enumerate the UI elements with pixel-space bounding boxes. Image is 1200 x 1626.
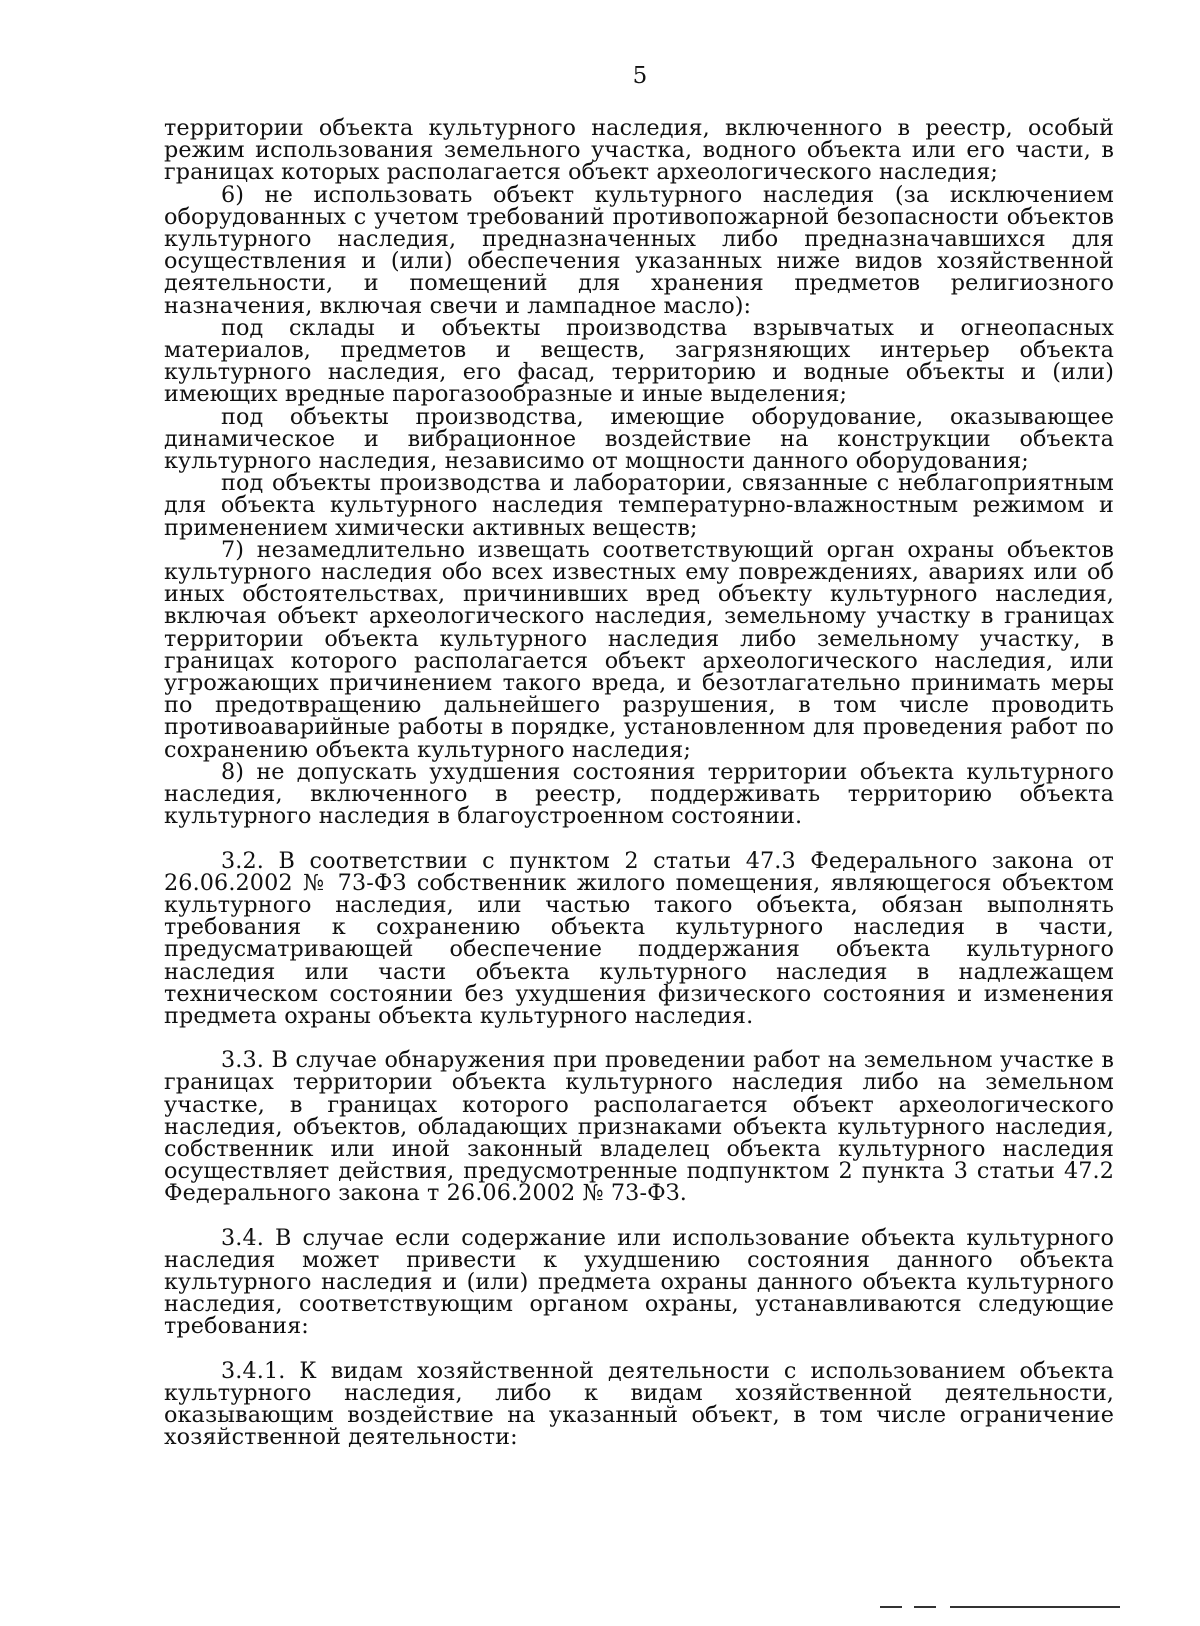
paragraph-3-2: 3.2. В соответствии с пунктом 2 статьи 47.3 Федерального закона от 26.06.2002 № 73-ФЗ собственник жилого помещения, являющегося объектом культурного наследия, или частью такого объекта, обязан выполнять требования к сохранению объекта культурного наследия в части, предусматривающей обеспечение поддержания объекта культурного наследия или части объекта культурного наследия в надлежащем техническом состоянии без ухудшения физического состояния и изменения предмета охраны объекта культурного наследия.	[164, 847, 1114, 1029]
paragraph-laboratories: под объекты производства и лаборатории, связанные с неблагоприятным для объекта культурного наследия температурно-влажностным режимом и применением химически активных веществ;	[164, 470, 1114, 541]
paragraph-3-3: 3.3. В случае обнаружения при проведении работ на земельном участке в границах территории объекта культурного наследия либо на земельном участке, в границах которого располагается объект археологического наследия, объектов, обладающих признаками объекта культурного наследия, собственник или иной законный владелец объекта культурного наследия осуществляет действия, предусмотренные подпунктом 2 пункта 3 статьи 47.2 Федерального закона т 26.06.2002 № 73-ФЗ.	[164, 1047, 1114, 1207]
document-body	[164, 115, 1114, 1451]
scan-mark	[880, 1606, 902, 1608]
paragraph-continuation: территории объекта культурного наследия, включенного в реестр, особый режим использования земельного участка, водного объекта или его части, в границах которых располагается объект археологического наследия;	[164, 115, 1114, 186]
paragraph-3-4: 3.4. В случае если содержание или использование объекта культурного наследия может привести к ухудшению состояния данного объекта культурного наследия и (или) предмета охраны данного объекта культурного наследия, соответствующим органом охраны, устанавливаются следующие требования:	[164, 1224, 1114, 1340]
scan-mark	[914, 1606, 936, 1608]
paragraph-vibration: под объекты производства, имеющие оборудование, оказывающее динамическое и вибрационное воздействие на конструкции объекта культурного наследия, независимо от мощности данного оборудования;	[164, 403, 1114, 475]
paragraph-3-4-1: 3.4.1. К видам хозяйственной деятельности с использованием объекта культурного наследия, либо к видам хозяйственной деятельности, оказывающим воздействие на указанный объект, в том числе ограничение хозяйственной деятельности:	[164, 1357, 1114, 1451]
paragraph-warehouses: под склады и объекты производства взрывчатых и огнеопасных материалов, предметов и веществ, загрязняющих интерьер объекта культурного наследия, его фасад, территорию и водные объекты и (или) имеющих вредные парогазообразные и иные выделения;	[164, 314, 1114, 408]
paragraph-item-7: 7) незамедлительно извещать соответствующий орган охраны объектов культурного наследия обо всех известных ему повреждениях, авариях или об иных обстоятельствах, причинивших вред объекту культурного наследия, включая объект археологического наследия, земельному участку в границах территории объекта культурного наследия либо земельному участку, в границах которого располагается объект археологического наследия, или угрожающих причинением такого вреда, и безотлагательно принимать меры по предотвращению дальнейшего разрушения, в том числе проводить противоаварийные работы в порядке, установленном для проведения работ по сохранению объекта культурного наследия;	[164, 536, 1114, 763]
scan-mark	[950, 1606, 1120, 1608]
page-number: 5	[632, 63, 648, 89]
paragraph-item-6: 6) не использовать объект культурного наследия (за исключением оборудованных с учетом требований противопожарной безопасности объектов культурного наследия, предназначенных либо предназначавшихся для осуществления и (или) обеспечения указанных ниже видов хозяйственной деятельности, и помещений для хранения предметов религиозного назначения, включая свечи и лампадное масло):	[164, 181, 1114, 319]
footer-scan-marks	[880, 1606, 1120, 1609]
paragraph-item-8: 8) не допускать ухудшения состояния территории объекта культурного наследия, включенного в реестр, поддерживать территорию объекта культурного наследия в благоустроенном состоянии.	[164, 758, 1114, 830]
